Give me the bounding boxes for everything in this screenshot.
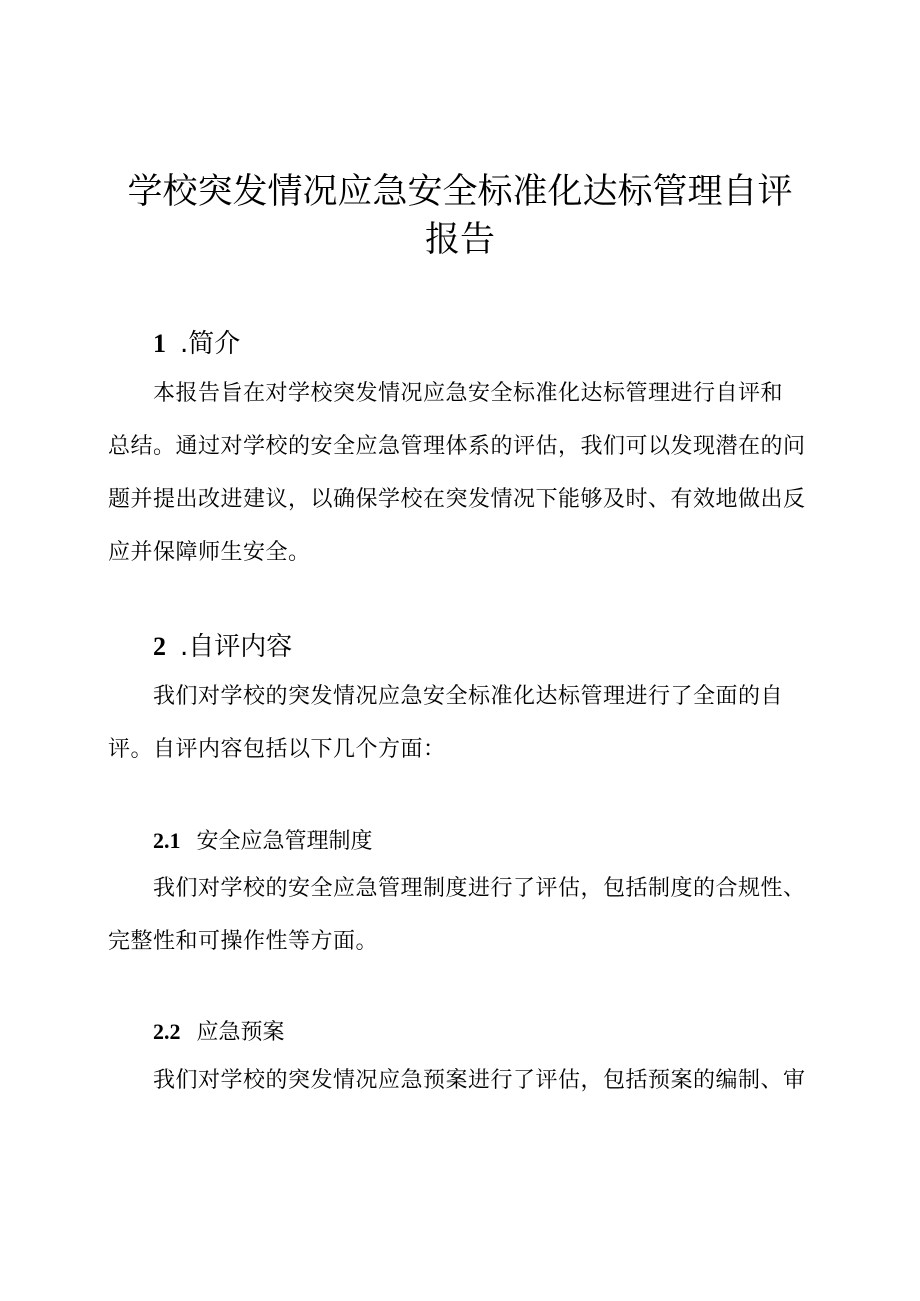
section-1-title: .简介 [180, 329, 241, 359]
section-2-title: .自评内容 [180, 632, 293, 662]
paragraph-line: 应并保障师生安全。 [108, 540, 311, 565]
subsection-2-2-paragraph [108, 1054, 824, 1107]
section-1-paragraph [108, 367, 824, 579]
paragraph-line: 我们对学校的突发情况应急预案进行了评估，包括预案的编制、审 [153, 1068, 806, 1093]
paragraph-line: 总结。通过对学校的安全应急管理体系的评估，我们可以发现潜在的问 [108, 434, 806, 459]
section-2-paragraph [108, 670, 824, 776]
document-title-line-1: 学校突发情况应急安全标准化达标管理自评 [127, 172, 793, 212]
paragraph-line: 我们对学校的突发情况应急安全标准化达标管理进行了全面的自 [153, 684, 784, 709]
subsection-2-1-title: 安全应急管理制度 [196, 829, 373, 854]
subsection-2-1-paragraph [108, 862, 824, 968]
subsection-2-2-title: 应急预案 [196, 1020, 285, 1045]
subsection-2-2-heading [153, 1016, 285, 1049]
section-1-heading [153, 326, 240, 362]
section-2-number: 2 [153, 632, 166, 661]
subsection-2-1-heading [153, 825, 373, 858]
subsection-2-2-number: 2.2 [153, 1019, 181, 1044]
paragraph-line: 题并提出改进建议，以确保学校在突发情况下能够及时、有效地做出反 [108, 487, 806, 512]
section-1-number: 1 [153, 329, 166, 358]
paragraph-line: 评。自评内容包括以下几个方面： [108, 737, 446, 762]
paragraph-line: 完整性和可操作性等方面。 [108, 929, 379, 954]
paragraph-line: 本报告旨在对学校突发情况应急安全标准化达标管理进行自评和 [153, 381, 784, 406]
paragraph-line: 我们对学校的安全应急管理制度进行了评估，包括制度的合规性、 [153, 876, 806, 901]
document-title-line-2: 报告 [424, 220, 495, 260]
subsection-2-1-number: 2.1 [153, 828, 181, 853]
section-2-heading [153, 629, 292, 665]
